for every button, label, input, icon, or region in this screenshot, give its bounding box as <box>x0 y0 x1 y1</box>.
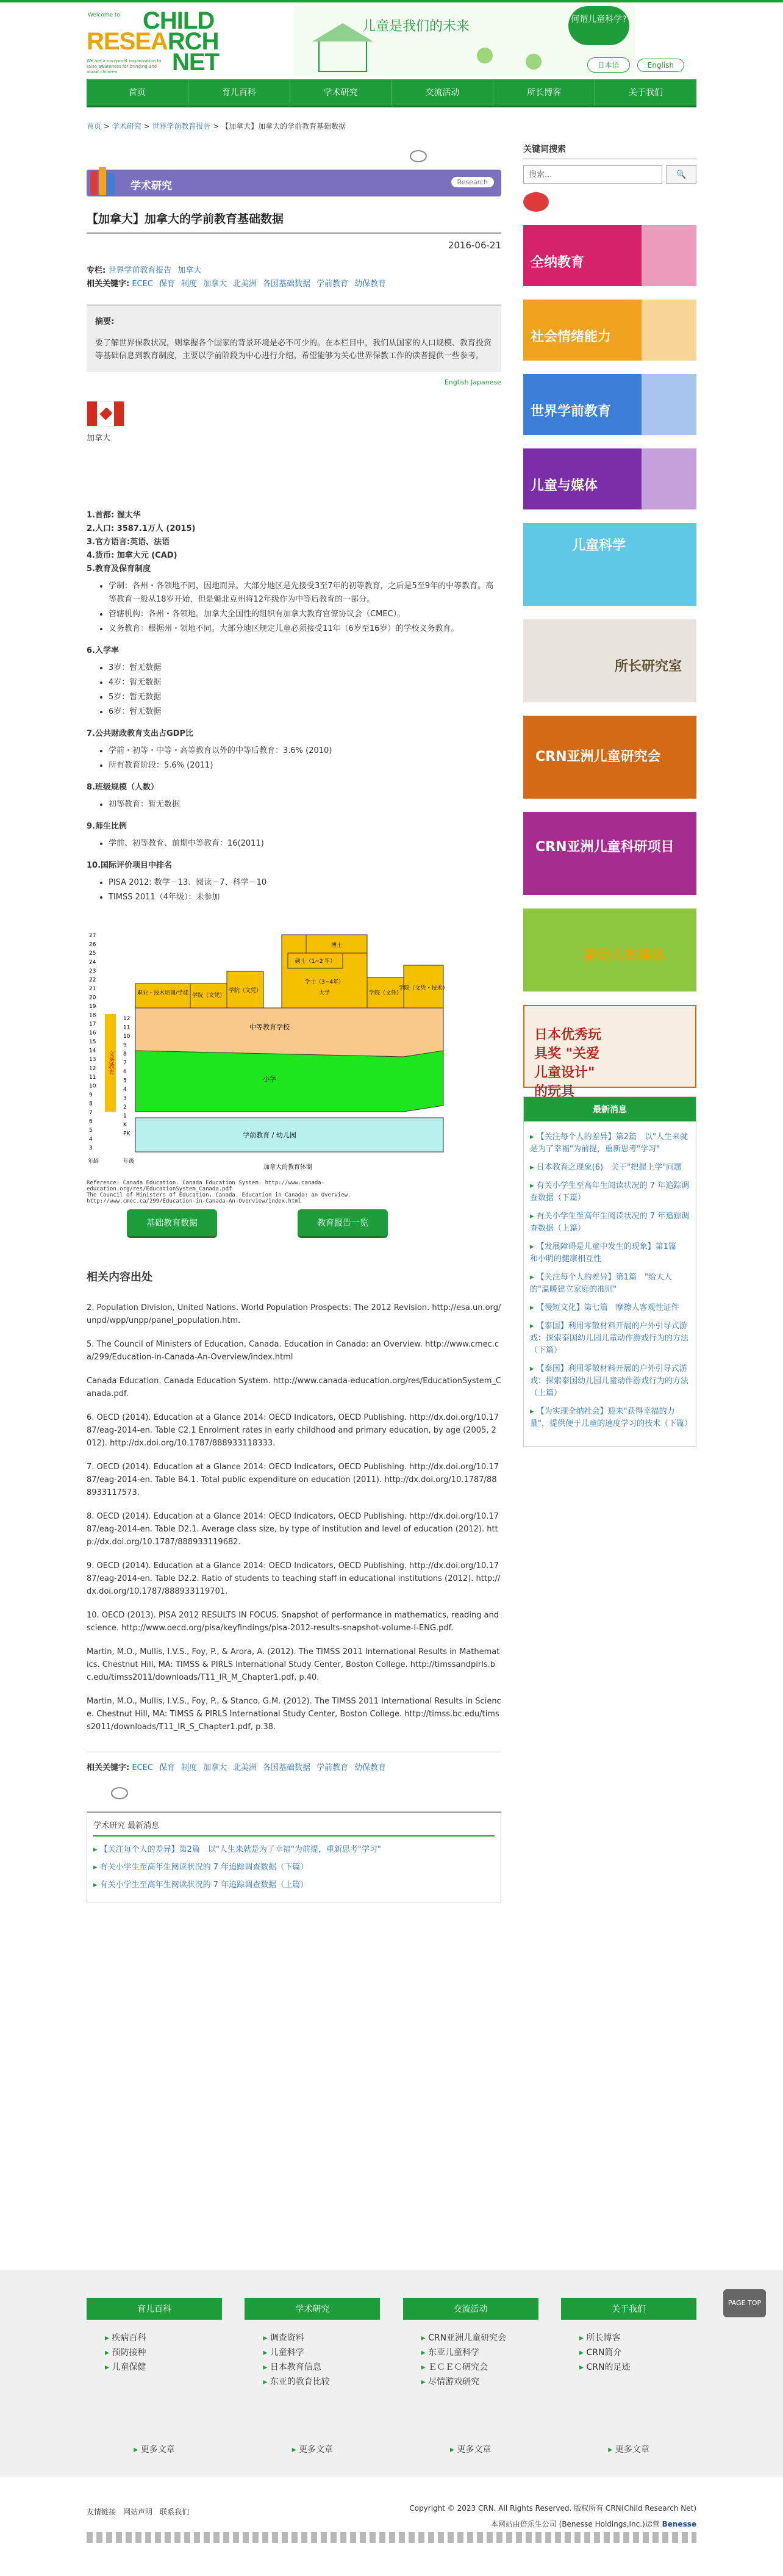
benesse-logo[interactable]: Benesse <box>662 2520 696 2528</box>
banner-director-lab[interactable]: 所长研究室 <box>523 619 696 702</box>
age-tick: 9 <box>89 1092 93 1098</box>
grade-tick: 10 <box>123 1034 130 1040</box>
news-item[interactable]: ▸ 【泰国】利用零散材料开展的户外引导式游戏：探索泰国幼儿园儿童动作游戏行为的方法（下篇） <box>530 1320 690 1357</box>
latest-news <box>523 1096 696 1447</box>
grade-tick: 12 <box>123 1016 130 1022</box>
share-icon[interactable] <box>111 1787 128 1799</box>
breadcrumb-world-report[interactable]: 世界学前教育报告 <box>152 122 211 131</box>
weibo-icon[interactable] <box>523 192 549 212</box>
grade-tick: 8 <box>123 1051 127 1057</box>
reference-item: 7. OECD (2014). Education at a Glance 2014: OECD Indicators, OECD Publishing. http://dx.doi.org/10.1787/eag-2014-en. Table B4.1. Total public expenditure on education (2011). http://dx.doi.org/10.1787/888933117573. <box>87 1462 499 1497</box>
age-tick: 25 <box>89 951 96 957</box>
country-name: 加拿大 <box>87 434 111 443</box>
related-heading: 相关内容出处 <box>87 1271 152 1284</box>
list-item: • 5岁：暂无数据 <box>109 691 501 704</box>
site-header <box>87 2 696 79</box>
article-language-links[interactable]: English Japanese <box>444 378 501 386</box>
banner-crn-asia[interactable]: CRN亚洲儿童研究会 <box>523 716 696 799</box>
footer-col-parenting <box>87 2298 222 2455</box>
news-item[interactable]: ▸ 有关小学生至高年生阅读状况的 7 年追踪调查数据（上篇） <box>530 1211 690 1235</box>
bachelor-label: 学士（3~4年） <box>305 979 344 985</box>
tree-illustration <box>477 48 493 63</box>
latest-item[interactable]: ▸ 有关小学生至高年生阅读状况的 7 年追踪调查数据（下篇） <box>93 1863 309 1872</box>
footer-link[interactable]: ▸ CRN亚洲儿童研究会 <box>421 2331 538 2345</box>
news-item[interactable]: ▸ 有关小学生至高年生阅读状况的 7 年追踪调查数据（下篇） <box>530 1180 690 1204</box>
footer-link[interactable]: ▸ CRN的足迹 <box>579 2360 696 2375</box>
age-tick: 23 <box>89 968 96 974</box>
tree-illustration <box>526 54 542 70</box>
list-item: • 4岁：暂无数据 <box>109 676 501 689</box>
footer-people-illustration <box>87 2532 696 2543</box>
footer-link[interactable]: ▸ 所长博客 <box>579 2331 696 2345</box>
age-tick: 3 <box>89 1145 93 1151</box>
category-tag: Research <box>451 177 494 187</box>
list-item: • 义务教育：根据州・领地不同。大部分地区规定儿童必须接受11年（6岁至16岁）的学校义务教育。 <box>109 622 501 636</box>
age-tick: 22 <box>89 977 96 984</box>
banner-child-science[interactable]: 儿童科学 <box>523 523 696 606</box>
references-list <box>87 1301 501 1733</box>
age-axis-label: 年龄 <box>88 1159 99 1165</box>
footer-col-research <box>245 2298 380 2455</box>
news-item[interactable]: ▸ 【发展障碍是儿童中发生的现象】第1篇 和小明的健康相互性 <box>530 1241 690 1265</box>
footer-more-link[interactable]: ▸ 更多文章 <box>87 2443 222 2455</box>
footer-link[interactable]: ▸ 预防接种 <box>105 2345 222 2360</box>
doctor-label: 博士 <box>331 943 343 949</box>
footer-link[interactable]: ▸ 疾病百科 <box>105 2331 222 2345</box>
bottom-link[interactable]: 网站声明 <box>123 2508 153 2516</box>
news-item[interactable]: ▸ 【关注每个人的差异】第1篇 "给大人的"温暖建立家庭的准则" <box>530 1272 690 1296</box>
list-item: • 6岁：暂无数据 <box>109 705 501 719</box>
grade-tick: 9 <box>123 1042 127 1049</box>
logo-tagline: We are a non-profit organization to raise awareness for bringing and about children <box>87 59 162 74</box>
master-label: 硕士（1~2 年） <box>295 959 336 965</box>
lang-japanese-button[interactable]: 日本语 <box>587 57 630 73</box>
age-tick: 8 <box>89 1101 93 1107</box>
footer-link[interactable]: ▸ 日本教育信息 <box>263 2360 380 2375</box>
copyright-text: Copyright © 2023 CRN. All Rights Reserved. 版权所有 CRN(Child Research Net) <box>409 2504 696 2513</box>
nav-item-about[interactable]: 关于我们 <box>629 88 663 98</box>
footer-link[interactable]: ▸ 儿童保健 <box>105 2360 222 2375</box>
age-tick: 20 <box>89 995 96 1001</box>
keyword-link[interactable]: 幼保教育 <box>354 279 387 289</box>
education-system-svg <box>87 929 465 1185</box>
bottom-link[interactable]: 联系我们 <box>160 2508 190 2516</box>
age-tick: 14 <box>89 1048 96 1054</box>
basic-facts <box>87 509 501 904</box>
reference-item: 10. OECD (2013). PISA 2012 RESULTS IN FOCUS. Snapshot of performance in mathematics, reading and science. http://www.oecd.org/pisa/keyfindings/pisa-2012-results-snapshot-volume-I-ENG.pdf. <box>87 1611 499 1633</box>
grade-tick: 3 <box>123 1095 127 1102</box>
nav-item-parenting[interactable]: 育儿百科 <box>188 79 290 106</box>
copyright <box>409 2500 696 2532</box>
footer-col-about <box>561 2298 696 2455</box>
sidebar-btn-sel[interactable]: 社会情绪能力 <box>523 300 696 361</box>
search-form <box>523 165 696 184</box>
logo-line-1: CHILD <box>143 7 215 34</box>
latest-item[interactable]: ▸ 【关注每个人的差异】第2篇 以"人生来就是为了幸福"为前提，重新思考"学习" <box>93 1845 381 1854</box>
header-motto: 儿童是我们的未来 <box>362 19 470 34</box>
fact-currency: 4.货币: 加拿大元 (CAD) <box>87 551 177 560</box>
breadcrumb-home[interactable]: 首页 <box>87 122 102 131</box>
footer-link[interactable]: ▸ 东亚儿童科学 <box>421 2345 538 2360</box>
reference-item: Martin, M.O., Mullis, I.V.S., Foy, P., & Arora, A. (2012). The TIMSS 2011 International Results in Mathematics. Chestnut Hill, MA: TIMSS & PIRLS International Study Center, Boston College. http://timssandpirls.bc.edu/timss2011/downloads/T11_IR_M_Chapter1.pdf, p.40. <box>87 1647 500 1682</box>
basic-data-button[interactable]: 基础教育数据 <box>127 1209 217 1238</box>
secondary-block <box>135 1008 443 1057</box>
fact-enrollment: 6.入学率 <box>87 646 119 655</box>
article-meta <box>87 264 501 291</box>
fact-education-system: 5.教育及保育制度 <box>87 564 151 574</box>
logo-line-3: NET <box>172 49 219 76</box>
grade-tick: PK <box>123 1131 130 1137</box>
canada-flag-icon <box>87 401 124 426</box>
grade-tick: 4 <box>123 1087 127 1093</box>
main-content <box>87 143 501 1902</box>
grade-tick: 7 <box>123 1060 127 1067</box>
footer-col-events <box>403 2298 538 2455</box>
report-list-button[interactable]: 教育报告一览 <box>298 1209 388 1238</box>
list-item: • PISA 2012: 数学－13、阅读－7、科学－10 <box>109 876 501 890</box>
age-tick: 17 <box>89 1021 96 1027</box>
article-date: 2016-06-21 <box>448 240 501 251</box>
college2-label: 学院（文凭） <box>228 988 262 994</box>
reference-item: Canada Education. Canada Education System. http://www.canada-education.org/res/EducationSystem_Canada.pdf. <box>87 1376 501 1398</box>
keyword-link[interactable]: 加拿大 <box>202 279 227 289</box>
age-tick: 27 <box>89 933 96 939</box>
primary-label: 小学 <box>263 1075 276 1083</box>
age-tick: 5 <box>89 1128 93 1134</box>
age-tick: 4 <box>89 1136 93 1143</box>
diagram-ref-2: The Council of Ministers of Education, Canada. Education in Canada: an Overview. http://www.cmec.ca/299/Education-in-Canada-An-Overview/index.html <box>87 1192 351 1204</box>
age-tick: 21 <box>89 986 96 992</box>
operator-text: 本网站由倍乐生公司 (Benesse Holdings,Inc.)运营 Benesse <box>490 2520 696 2528</box>
action-buttons <box>87 1209 428 1238</box>
age-tick: 15 <box>89 1039 96 1045</box>
keyword-link[interactable]: 北美洲 <box>232 1763 257 1772</box>
news-item[interactable]: ▸ 【关注每个人的差异】第2篇 以"人生来就是为了幸福"为前提，重新思考"学习" <box>530 1131 690 1156</box>
grade-tick: 1 <box>123 1113 127 1120</box>
footer-link[interactable]: ▸ 调查资料 <box>263 2331 380 2345</box>
news-heading: 最新消息 <box>524 1097 696 1121</box>
column-label: 专栏: <box>87 266 106 275</box>
age-tick: 10 <box>89 1083 96 1090</box>
age-tick: 16 <box>89 1030 96 1037</box>
keyword-link[interactable]: 学前教育 <box>316 1763 349 1772</box>
latest-item[interactable]: ▸ 有关小学生至高年生阅读状况的 7 年追踪调查数据（上篇） <box>93 1880 309 1890</box>
category-title: 学术研究 <box>130 180 172 192</box>
footer-link[interactable]: ▸ CRN简介 <box>579 2345 696 2360</box>
list-item: • TIMSS 2011（4年级）：未参加 <box>109 891 501 904</box>
footer <box>0 2270 783 2477</box>
list-item: • 学前、初等教育、前期中等教育：16(2011) <box>109 837 501 851</box>
column-link[interactable]: 加拿大 <box>177 266 202 275</box>
education-system-diagram <box>87 929 465 1204</box>
site-logo[interactable] <box>87 7 227 74</box>
reference-item: 6. OECD (2014). Education at a Glance 2014: OECD Indicators, OECD Publishing. http://dx.doi.org/10.1787/eag-2014-en. Table C2.1 Enrolment rates in early childhood and primary education, by age (2005, 2012). http://dx.doi.org/10.1787/888933118333. <box>87 1413 499 1448</box>
logo-welcome: Welcome to <box>88 12 121 18</box>
list-item: • 初等教育：暂无数据 <box>109 798 501 811</box>
breadcrumb: 首页 > 学术研究 > 世界学前教育报告 > 【加拿大】加拿大的学前教育基础数据 <box>87 122 346 131</box>
diagram-caption: 加拿大的教育体制 <box>263 1164 312 1171</box>
college3-label: 学院（文凭） <box>368 990 402 996</box>
reference-item: 2. Population Division, United Nations. World Population Prospects: The 2012 Revision. http://esa.un.org/unpd/wpp/unpp/panel_population.htm. <box>87 1303 501 1325</box>
search-heading: 关键词搜索 <box>523 143 696 159</box>
latest-heading: 学术研究 最新消息 <box>93 1819 495 1837</box>
keyword-link[interactable]: 各国基础数据 <box>263 1763 311 1772</box>
main-nav <box>87 79 696 107</box>
footer-link[interactable]: ▸ 东亚的教育比较 <box>263 2375 380 2389</box>
news-item[interactable]: ▸ 日本教育之现象(6) 关于"把握上学"问题 <box>530 1162 690 1174</box>
keyword-link[interactable]: 各国基础数据 <box>263 279 311 289</box>
keyword-link[interactable]: ECEC <box>132 1763 153 1772</box>
nav-item-home[interactable]: 首页 <box>87 79 188 106</box>
fact-class-size: 8.班级规模（人数） <box>87 783 159 792</box>
grade-tick: 5 <box>123 1078 127 1084</box>
keyword-link[interactable]: 幼保教育 <box>354 1763 387 1772</box>
compulsory-label: 义务教育 <box>107 1051 114 1075</box>
grade-tick: 11 <box>123 1024 130 1031</box>
footer-link[interactable]: ▸ 尽情游戏研究 <box>421 2375 538 2389</box>
bottom-bar <box>0 2489 783 2538</box>
category-header <box>87 170 501 196</box>
fact-rankings: 10.国际评价项目中排名 <box>87 861 173 870</box>
secondary-label: 中等教育学校 <box>249 1023 290 1031</box>
keyword-link[interactable]: 制度 <box>181 279 197 289</box>
age-tick: 13 <box>89 1057 96 1063</box>
footer-more-link[interactable]: ▸ 更多文章 <box>245 2443 380 2455</box>
college4-label: 学院（文凭・技术） <box>398 985 448 991</box>
age-tick: 19 <box>89 1004 96 1010</box>
vocational-label: 职业・技术培训/学徒 <box>137 990 189 996</box>
keyword-link[interactable]: ECEC <box>132 279 153 289</box>
fact-language: 3.官方语言:英语、法语 <box>87 538 170 547</box>
grade-tick: K <box>123 1122 127 1128</box>
fact-expenditure: 7.公共财政教育支出占GDP比 <box>87 729 193 738</box>
banner-crn-asia-project[interactable]: CRN亚洲儿童科研项目 <box>523 812 696 895</box>
age-tick: 24 <box>89 959 96 966</box>
breadcrumb-current: 【加拿大】加拿大的学前教育基础数据 <box>221 122 346 131</box>
university-label: 大学 <box>318 990 331 996</box>
language-switcher <box>580 57 684 73</box>
bottom-link[interactable]: 友情链接 <box>87 2508 116 2516</box>
fact-capital: 1.首都: 渥太华 <box>87 511 141 520</box>
grade-tick: 6 <box>123 1069 127 1075</box>
latest-research-box <box>87 1811 501 1902</box>
keyword-link[interactable]: 保育 <box>159 1763 175 1772</box>
fact-teacher-ratio: 9.师生比例 <box>87 822 127 831</box>
grade-axis-label: 年级 <box>123 1159 135 1165</box>
article-title: 【加拿大】加拿大的学前教育基础数据 <box>87 210 501 234</box>
age-tick: 18 <box>89 1012 96 1019</box>
keyword-link[interactable]: 保育 <box>159 279 175 289</box>
search-button[interactable] <box>666 165 696 184</box>
footer-col-heading[interactable]: 育儿百科 <box>87 2298 222 2320</box>
abstract-box <box>87 304 501 372</box>
list-item: • 学制：各州・各领地不同，因地而异。大部分地区是先接受3至7年的初等教育，之后是5至9年的中等教育。高等教育一般从18岁开始，但是魁北克州将12年级作为中等后教育的一部分。 <box>109 580 501 606</box>
footer-more-link[interactable]: ▸ 更多文章 <box>403 2443 538 2455</box>
abstract-text: 要了解世界保教状况，则掌握各个国家的背景环境是必不可少的。在本栏目中，我们从国家的人口规模、教育投资等基础信息到教育制度，主要以学前阶段为中心进行介绍。希望能够为关心世界保教工作的读者提供一些参考。 <box>95 339 492 361</box>
bottom-links <box>87 2506 196 2517</box>
grade-axis <box>123 1016 130 1137</box>
keyword-link[interactable]: 制度 <box>181 1763 197 1772</box>
college1-label: 学院（文凭） <box>191 993 226 999</box>
footer-link[interactable]: ▸ 儿童科学 <box>263 2345 380 2360</box>
age-tick: 12 <box>89 1065 96 1072</box>
footer-col-heading[interactable]: 关于我们 <box>561 2298 696 2320</box>
footer-col-heading[interactable]: 交流活动 <box>403 2298 538 2320</box>
logo-line-2: RESEARCH <box>87 28 219 55</box>
nav-item-blog[interactable]: 所长博客 <box>493 79 595 106</box>
preschool-label: 学前教育 / 幼儿园 <box>243 1131 296 1139</box>
related-sources <box>87 1268 501 1733</box>
age-tick: 6 <box>89 1118 93 1125</box>
keywords-label: 相关关键字: <box>87 1763 130 1772</box>
age-tick: 26 <box>89 941 96 948</box>
keyword-link[interactable]: 学前教育 <box>316 279 349 289</box>
age-tick: 7 <box>89 1110 93 1116</box>
reference-item: 8. OECD (2014). Education at a Glance 2014: OECD Indicators, OECD Publishing. http://dx.doi.org/10.1787/eag-2014-en. Table D2.1. Average class size, by type of institution and level of education (2012). http://dx.doi.org/10.1787/888933119682. <box>87 1512 499 1547</box>
books-icon <box>90 165 118 195</box>
grade-tick: 2 <box>123 1104 127 1110</box>
banner-infant-media[interactable]: 婴幼儿和媒体 <box>523 908 696 991</box>
reference-item: Martin, M.O., Mullis, I.V.S., Foy, P., & Stanco, G.M. (2012). The TIMSS 2011 International Results in Science. Chestnut Hill, MA: TIMSS & PIRLS International Study Center, Boston College. http://timss.bc.edu/timss2011/downloads/T11_IR_S_Chapter1.pdf, p.38. <box>87 1697 501 1732</box>
fact-population: 2.人口: 3587.1万人 (2015) <box>87 524 196 533</box>
reference-item: 5. The Council of Ministers of Education, Canada. Education in Canada: an Overview. http://www.cmec.ca/299/Education-in-Canada-An-Overview/index.html <box>87 1340 499 1362</box>
sidebar-btn-media[interactable]: 儿童与媒体 <box>523 448 696 509</box>
search-icon: 🔍 <box>676 170 687 179</box>
sidebar-btn-inclusive[interactable]: 全纳教育 <box>523 225 696 286</box>
reference-item: 9. OECD (2014). Education at a Glance 2014: OECD Indicators, OECD Publishing. http://dx.doi.org/10.1787/eag-2014-en. Table D2.2. Ratio of students to teaching staff in educational institutions (2012). http://dx.doi.org/10.1787/888933119701. <box>87 1561 501 1596</box>
keyword-link[interactable]: 北美洲 <box>232 279 257 289</box>
sidebar-btn-world-ece[interactable]: 世界学前教育 <box>523 374 696 435</box>
age-tick: 11 <box>89 1074 96 1081</box>
house-illustration <box>318 41 367 72</box>
list-item: • 3岁：暂无数据 <box>109 661 501 675</box>
page-top-button[interactable]: PAGE TOP <box>723 2289 766 2317</box>
nav-item-research[interactable]: 学术研究 <box>290 79 392 106</box>
list-item: • 学前・初等・中等・高等教育以外的中等后教育：3.6% (2010) <box>109 744 501 758</box>
list-item: • 所有教育阶段：5.6% (2011) <box>109 759 501 772</box>
nav-item-events[interactable]: 交流活动 <box>392 79 493 106</box>
what-is-child-science-bubble[interactable]: 何谓儿童科学? <box>568 6 629 45</box>
keyword-link[interactable]: 加拿大 <box>202 1763 227 1772</box>
news-item[interactable]: ▸ 【为实现全纳社会】迎来"获得幸福的力量"，提供便于儿童的速度学习的技术（下篇） <box>530 1406 690 1430</box>
footer-link[interactable]: ▸ ＥＣＥＣ研究会 <box>421 2360 538 2375</box>
news-item[interactable]: ▸ 【泰国】利用零散材料开展的户外引导式游戏：探索泰国幼儿园儿童动作游戏行为的方法（上篇） <box>530 1363 690 1400</box>
breadcrumb-research[interactable]: 学术研究 <box>112 122 141 131</box>
age-axis <box>89 933 96 1151</box>
diagram-ref-1: Reference: Canada Education. Canada Education System. http://www.canada-education.org/res/EducationSystem_Canada.pdf <box>87 1180 325 1192</box>
abstract-heading: 摘要: <box>95 317 115 326</box>
lang-english-button[interactable]: English <box>637 59 684 72</box>
sidebar <box>523 143 696 1447</box>
keywords-label: 相关关键字: <box>87 279 130 289</box>
news-item[interactable]: ▸ 【慢短文化】第七篇 摩擦人客观性证件 <box>530 1302 690 1314</box>
list-item: • 管辖机构：各州・各领地。加拿大全国性的组织有加拿大教育官僚协议会（CMEC）。 <box>109 608 501 621</box>
footer-col-heading[interactable]: 学术研究 <box>245 2298 380 2320</box>
column-link[interactable]: 世界学前教育报告 <box>108 266 172 275</box>
footer-more-link[interactable]: ▸ 更多文章 <box>561 2443 696 2455</box>
search-input[interactable] <box>523 165 662 184</box>
share-icon[interactable] <box>410 150 427 162</box>
banner-toy-award[interactable]: 日本优秀玩具奖 "关爱儿童设计" 的玩具 <box>523 1005 696 1088</box>
bottom-keywords <box>87 1752 501 1772</box>
